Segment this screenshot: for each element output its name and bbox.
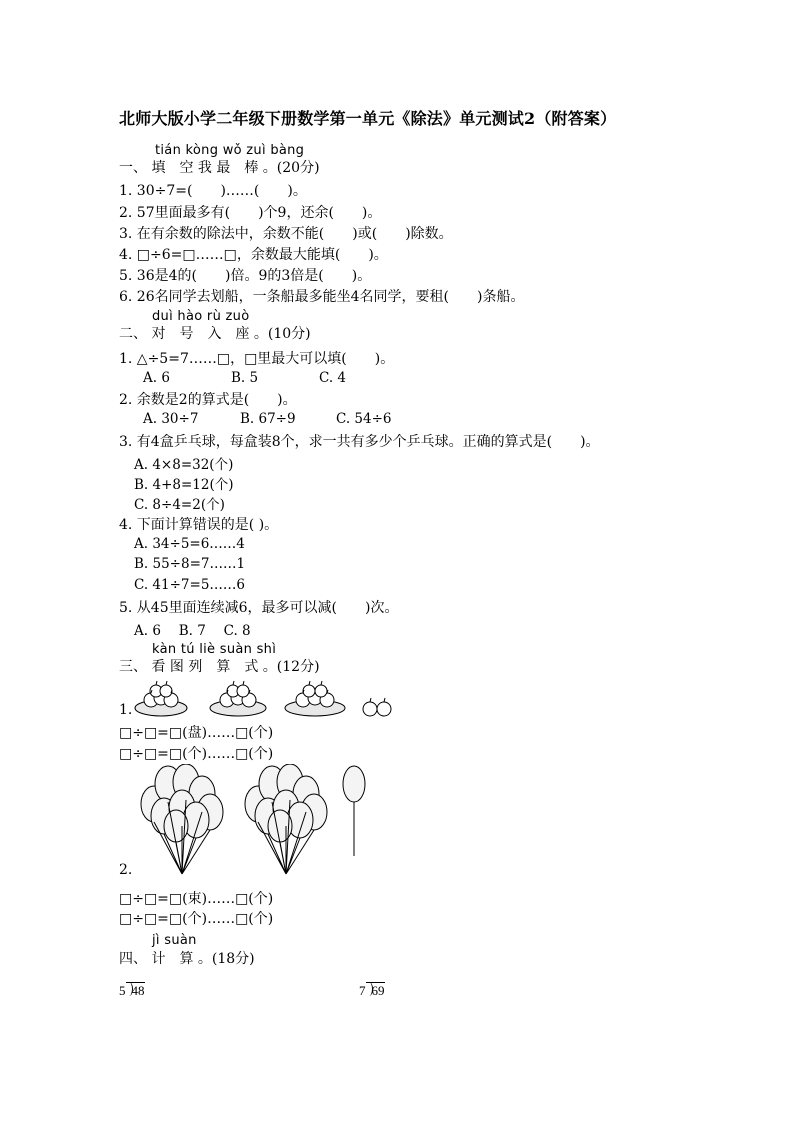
picture-1-equation-2: □÷□=□(个)……□(个) bbox=[119, 746, 274, 762]
q2-5-options: A. 6 B. 7 C. 8 bbox=[134, 623, 251, 639]
q2-1-option-b: B. 5 bbox=[231, 370, 259, 386]
section4-heading: 四、 计 算 。(18分) bbox=[119, 951, 255, 967]
q2-4-option-b: B. 55÷8=7……1 bbox=[134, 556, 246, 572]
divisor: 7 bbox=[359, 983, 366, 998]
question-1-5: 5. 36是4的( )倍。9的3倍是( )。 bbox=[119, 268, 372, 284]
section1-pinyin: tián kòng wǒ zuì bàng bbox=[155, 143, 305, 158]
section2-pinyin: duì hào rù zuò bbox=[152, 309, 250, 324]
question-1-4: 4. □÷6=□……□，余数最大能填( )。 bbox=[119, 247, 388, 263]
section4-pinyin: jì suàn bbox=[152, 933, 197, 948]
q2-4-option-a: A. 34÷5=6……4 bbox=[134, 536, 245, 552]
q2-4-option-c: C. 41÷7=5……6 bbox=[134, 577, 245, 593]
question-2-5: 5. 从45里面连续减6，最多可以减( )次。 bbox=[119, 600, 399, 616]
question-1-3: 3. 在有余数的除法中，余数不能( )或( )除数。 bbox=[119, 226, 453, 242]
q2-2-option-c: C. 54÷6 bbox=[336, 411, 392, 427]
dividend: 48 bbox=[131, 983, 145, 998]
q2-3-option-b: B. 4+8=12(个) bbox=[134, 477, 234, 493]
question-2-3: 3. 有4盒乒乓球，每盒装8个，求一共有多少个乒乓球。正确的算式是( )。 bbox=[119, 434, 600, 450]
section1-heading: 一、 填 空 我 最 棒 。(20分) bbox=[119, 160, 320, 176]
picture-2-equation-1: □÷□=□(束)……□(个) bbox=[119, 891, 274, 907]
picture-1-equation-1: □÷□=□(盘)……□(个) bbox=[119, 725, 274, 741]
dividend: 69 bbox=[371, 983, 385, 998]
question-2-1: 1. △÷5=7……□，□里最大可以填( )。 bbox=[119, 351, 395, 367]
q2-1-option-a: A. 6 bbox=[143, 370, 170, 386]
section3-heading: 三、 看 图 列 算 式 。(12分) bbox=[119, 659, 320, 675]
long-division-1 bbox=[119, 982, 145, 999]
question-2-2: 2. 余数是2的算式是( )。 bbox=[119, 392, 297, 408]
question-2-4: 4. 下面计算错误的是( )。 bbox=[119, 517, 279, 533]
page-title: 北师大版小学二年级下册数学第一单元《除法》单元测试2（附答案） bbox=[119, 109, 617, 128]
section2-heading: 二、 对 号 入 座 。(10分) bbox=[119, 326, 311, 342]
picture-1-label: 1. bbox=[119, 702, 133, 718]
question-1-1: 1. 30÷7=( )……( )。 bbox=[119, 183, 307, 199]
divisor: 5 bbox=[119, 983, 126, 998]
question-1-6: 6. 26名同学去划船，一条船最多能坐4名同学，要租( )条船。 bbox=[119, 289, 525, 305]
q2-2-option-b: B. 67÷9 bbox=[240, 411, 296, 427]
long-division-2 bbox=[359, 982, 385, 999]
q2-3-option-c: C. 8÷4=2(个) bbox=[134, 497, 225, 513]
apples-on-plates-picture bbox=[134, 676, 396, 722]
q2-2-option-a: A. 30÷7 bbox=[143, 411, 199, 427]
section3-pinyin: kàn tú liè suàn shì bbox=[152, 642, 277, 657]
picture-2-label: 2. bbox=[119, 862, 133, 878]
q2-1-option-c: C. 4 bbox=[319, 370, 347, 386]
picture-2-equation-2: □÷□=□(个)……□(个) bbox=[119, 911, 274, 927]
question-1-2: 2. 57里面最多有( )个9，还余( )。 bbox=[119, 205, 382, 221]
q2-3-option-a: A. 4×8=32(个) bbox=[134, 457, 234, 473]
balloons-picture bbox=[134, 764, 368, 878]
